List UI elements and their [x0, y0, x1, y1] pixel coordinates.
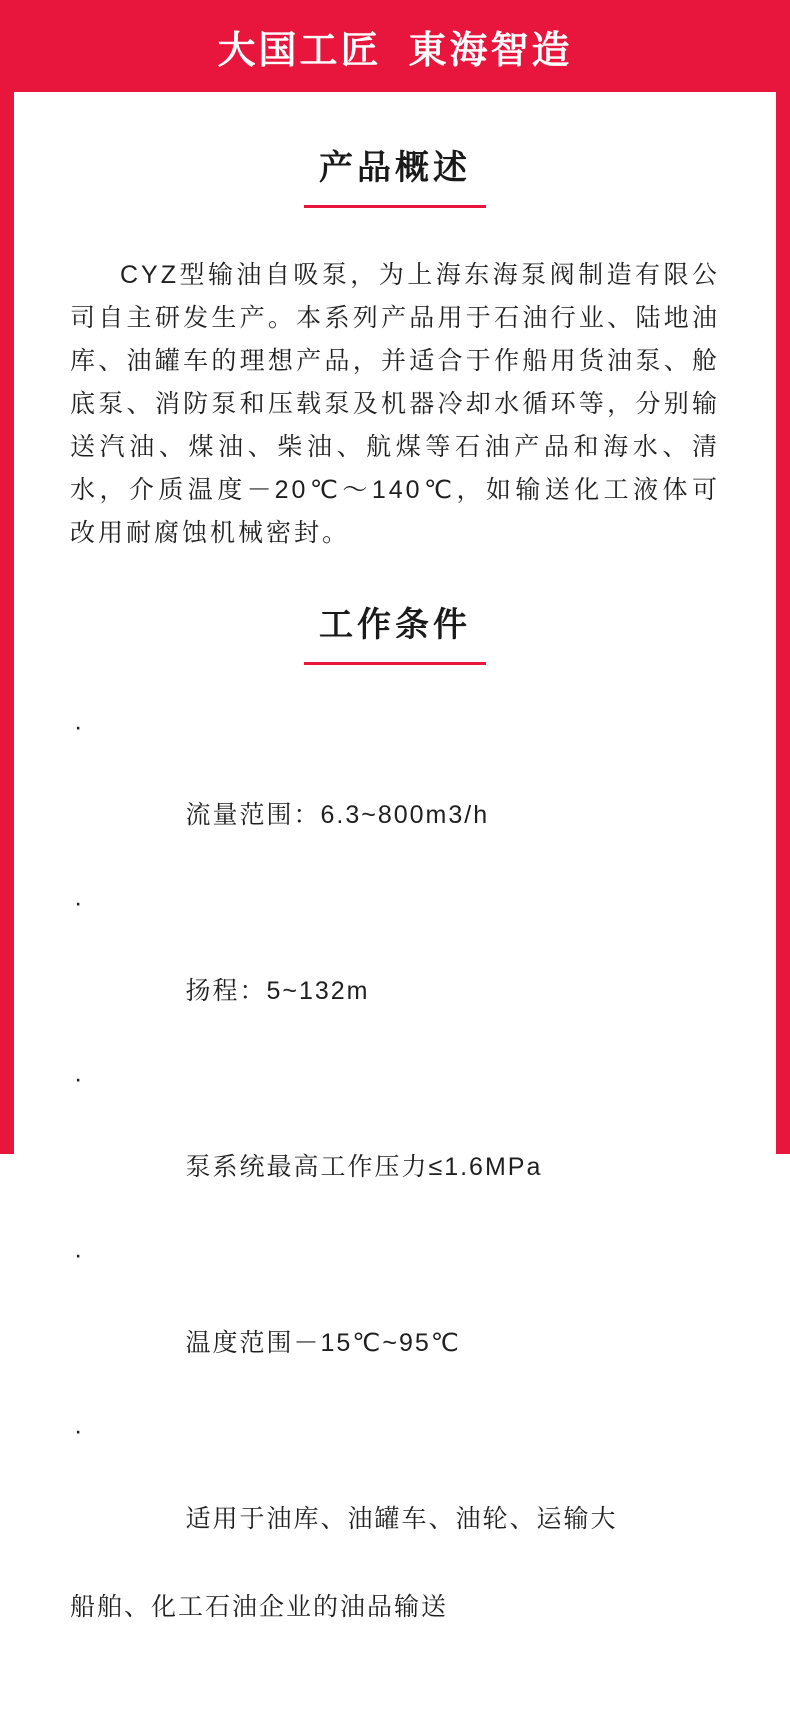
conditions-list — [70, 705, 720, 1717]
section-working-conditions — [70, 597, 720, 1717]
section-product-overview — [70, 140, 720, 555]
overview-heading-underline — [304, 205, 486, 208]
banner-title: 大国工匠 東海智造 — [217, 29, 573, 72]
bullet-icon: · — [74, 1065, 85, 1093]
bullet-icon: · — [74, 889, 85, 917]
list-item-label: 温度范围－15℃~95℃ — [185, 1329, 461, 1357]
list-item — [70, 1409, 720, 1717]
list-item — [70, 881, 720, 1057]
list-item-label: 扬程：5~132m — [185, 977, 370, 1005]
list-item-label-continuation: 船舶、化工石油企业的油品输送 — [70, 1593, 449, 1621]
list-item-label: 流量范围：6.3~800m3/h — [185, 801, 490, 829]
document-content — [14, 92, 776, 1621]
bullet-icon: · — [74, 1417, 85, 1445]
overview-paragraph: CYZ型输油自吸泵，为上海东海泵阀制造有限公司自主研发生产。本系列产品用于石油行业、陆地油库、油罐车的理想产品，并适合于作船用货油泵、舱底泵、消防泵和压载泵及机器冷却水循环等，分别输送汽油、煤油、柴油、航煤等石油产品和海水、清水，介质温度－20℃～140℃，如输送化工液体可改用耐腐蚀机械密封。 — [70, 261, 720, 547]
list-item — [70, 1233, 720, 1409]
bullet-icon: · — [74, 713, 85, 741]
list-item-label: 泵系统最高工作压力≤1.6MPa — [185, 1153, 543, 1181]
list-item — [70, 1057, 720, 1233]
list-item-label: 适用于油库、油罐车、油轮、运输大 — [185, 1505, 618, 1533]
conditions-heading: 工作条件 — [319, 606, 471, 644]
header-banner — [14, 0, 776, 92]
bullet-icon: · — [74, 1241, 85, 1269]
list-item — [70, 705, 720, 881]
conditions-heading-underline — [304, 662, 486, 665]
overview-heading: 产品概述 — [319, 149, 471, 187]
